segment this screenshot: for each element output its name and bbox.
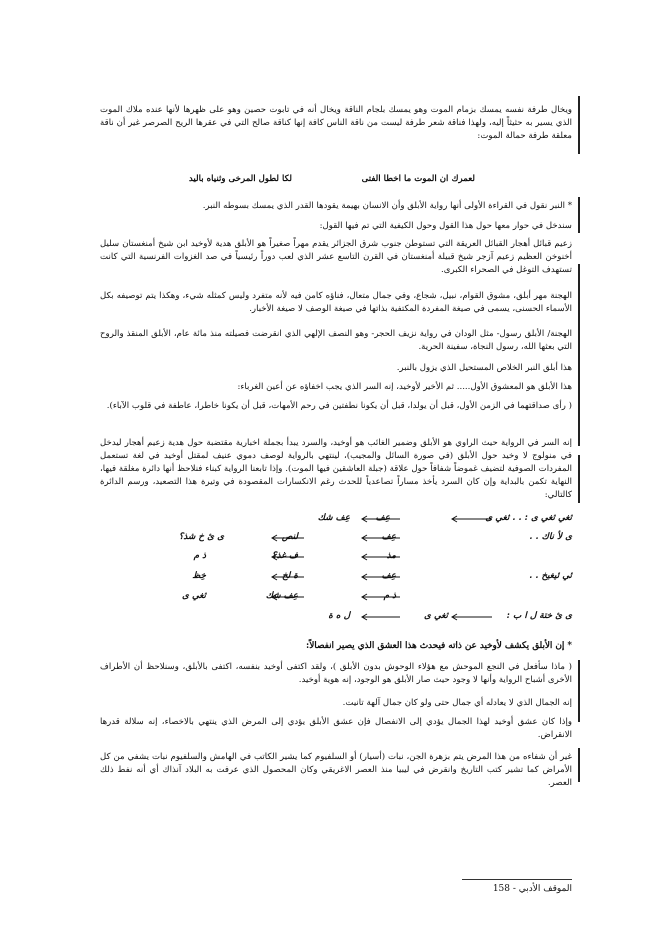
diagram-cell: ى ئ ختة ل ا ب : bbox=[506, 611, 572, 621]
margin-bar bbox=[578, 264, 580, 446]
diagram-cell: خِظ bbox=[192, 571, 206, 581]
margin-bar bbox=[578, 455, 580, 503]
diagram-cell: لنص bbox=[281, 532, 298, 542]
paragraph-beloved: هذا الأبلق هو المعشوق الأول..... ثم الأخير لأوخيد، إنه السر الذي يجب اخفاؤه عن أعين الغرباء: bbox=[237, 382, 572, 392]
paragraph-tribes: زعيم قبائل أهجار القبائل العريقة التي تستوطن جنوب شرق الجزائر يقدم مهراً صغيراً هو الأبلق هدية لأوخيد ابن شيخ أمنغستان سليل أخنوخن العظيم زعيم آزجر شيخ قبيلة أمنغستان في القرن التاسع عشر الذي لعب دوراً رئيسياً في صد الغزوات الفرنسية التي كانت تستهدف التوغل في الصحراء الكبرى. bbox=[100, 239, 572, 275]
diagram-cell: عِف bbox=[381, 571, 396, 581]
diagram-cell: ئي ئيغيخ . . bbox=[529, 571, 572, 581]
paragraph-intro: ويخال طرفة نفسه يمسك بزمام الموت وهو يمسك بلجام الناقة ويخال أنه في تابوت حصين وهو على ظهرها لأنها عنده ملاك الموت الذي يسير به حثيثاً إليه، ولهذا فناقة شعر طرفة ليست من ناقة الناس كافة إنها كناقة صالح التي في عقرها الريح الصرصر غير أن ناقة معلقة طرفة حمالة الموت: bbox=[100, 105, 572, 141]
page-footer bbox=[462, 884, 572, 894]
paragraph-question: ( ماذا سأفعل في النجع الموحش مع هؤلاء الوحوش بدون الأبلق )، ولقد اكتفى أوخيد بنفسه، اكتفى بالأبلق، وسنلاحظ أن الأطراف الأخرى أشباح الرواية وأنها لا وجود حيث صار الأبلق هو الوجود، إنه هوية أوخيد. bbox=[100, 662, 572, 685]
paragraph-beauty: إنه الجمال الذي لا يعادله أي جمال حتى ولو كان جمال آلهة تانيت. bbox=[342, 698, 572, 708]
margin-bar bbox=[578, 96, 580, 154]
paragraph-messenger: الهجنة/ الأبلق رسول- مثل الودان في رواية نزيف الحجر- وهو النصف الإلهي الذي انقرضت فصيلته منذ مائة عام، الأبلق المنقذ والروح التي بعثها الله، رسول النجاة، سفينة الحرية. bbox=[100, 329, 572, 352]
paragraph-dialogue: سندخل في حوار معها حول هذا القول وحول الكيفية التي تم فيها القول: bbox=[319, 221, 572, 231]
diagram-cell: ذ م bbox=[383, 591, 396, 601]
journal-name: الموقف الأدبي - bbox=[512, 884, 572, 894]
section-heading: * إن الأبلق يكشف لأوخيد عن ذاته فيحدث هذا العشق الذي يصير انفصالاً: bbox=[306, 641, 572, 651]
diagram-cell: ثغي ى bbox=[182, 591, 206, 601]
paragraph-friendship: ( رأى صداقتهما في الزمن الأول، قبل أن يولدا، قبل أن يكونا نطفتين في رحم الأمهات، قبل أن يكونا خاطرا، عاطفة في قلوب الآباء). bbox=[106, 401, 572, 411]
poem-verse-left: لكا لطول المرخى وثنياه باليد bbox=[188, 174, 292, 184]
diagram-cell: ى لأ ناك . . bbox=[529, 532, 572, 542]
diagram-cell: ثغي ثغي ى : . . ثغي ى bbox=[485, 513, 572, 523]
diagram-cell: ى ئ خ شذ؟ bbox=[178, 532, 224, 542]
paragraph-salvation: هذا أبلق النبر الخلاص المستحيل الذي يزول بالنبر. bbox=[396, 363, 572, 373]
diagram-cell: ف غذ؟ bbox=[271, 551, 298, 561]
diagram-cell: مذ bbox=[386, 551, 396, 561]
diagram-cell: عِف bbox=[381, 532, 396, 542]
narrative-cycle-diagram bbox=[100, 511, 572, 626]
poem-verse-right: لعمرك ان الموت ما اخطا الفتى bbox=[361, 174, 475, 184]
diagram-cell: ة لخ bbox=[281, 571, 298, 581]
diagram-cell: عِف bbox=[375, 513, 390, 523]
margin-bar bbox=[578, 748, 580, 782]
footer-rule bbox=[462, 879, 572, 880]
paragraph-secret: إنه السر في الرواية حيث الراوي هو الأبلق وضمير الغائب هو أوخيد، والسرد يبدأ بجملة اخبارية مقتضبة حول هدية زعيم أهجار ليدخل في منولوج لا وخيد حول الأبلق (في صورة السائل والمجيب)، لينتهي بالرواية لوصف دموي عنيف لمقتل أوخيد في لغة تستعمل المفردات الصوفية لتضيف غموضاً شفافاً حول علاقة (جبلة العاشقين فيها الموت). وإذا تابعنا الرواية كبناء فنلاحظ أنها دائرة مغلقة فيها، النهاية تكمن بالبداية وإن كان السرد يأخذ مساراً تصاعدياً للحدث رغم الانكسارات المقصودة في وتيرة هذا التصعيد، ورسم الدائرة كالتالي: bbox=[100, 438, 572, 500]
diagram-arrows bbox=[100, 511, 572, 626]
diagram-cell: ل ه ة bbox=[328, 611, 350, 621]
diagram-cell: ذ م bbox=[193, 551, 206, 561]
paragraph-cure: غير أن شفاءه من هذا المرض يتم بزهرة الجن، نبات (أسيار) أو السلفيوم كما يشير الكاتب في الهامش والسلفيوم نبات يشفي من كل الأمراض كما تشير كتب التاريخ وانقرض في ليبيا منذ العصر الاغريقي وكان المحصول الذي عرفت به البلاد آنذاك أي أنه نفط ذلك العصر. bbox=[100, 752, 572, 788]
diagram-cell: عِف شك bbox=[265, 591, 298, 601]
paragraph-separation: وإذا كان عشق أوخيد لهذا الجمال يؤدي إلى الانفصال فإن عشق الأبلق يؤدي إلى المرض الذي ينتهي بالاخصاء، إنه سلالة قدرها الانقراض. bbox=[100, 717, 572, 740]
diagram-cell: ثغي ى bbox=[424, 611, 448, 621]
margin-bar bbox=[578, 660, 580, 722]
paragraph-nabr: * النبر نقول في القراءة الأولى أنها رواية الأبلق وأن الانسان بهيمة يقودها القدر الذي يمسك بسوطه النبر. bbox=[202, 201, 572, 211]
page-number: 158 bbox=[492, 884, 510, 894]
diagram-cell: عِف شك bbox=[317, 513, 350, 523]
margin-bar bbox=[578, 197, 580, 233]
paragraph-hajna: الهجنة مهر أبلق، مشوق القوام، نبيل، شجاع، وفي جمال متعال، فناؤه كامن فيه لأنه متفرد وليس كمثله شيء، وهكذا يتم توصيفه بكل الأسماء الحسنى، يسمى في صيغة المفردة المكتفية بذاتها في صيغة الوصف لا صيغة الأخبار. bbox=[100, 291, 572, 314]
